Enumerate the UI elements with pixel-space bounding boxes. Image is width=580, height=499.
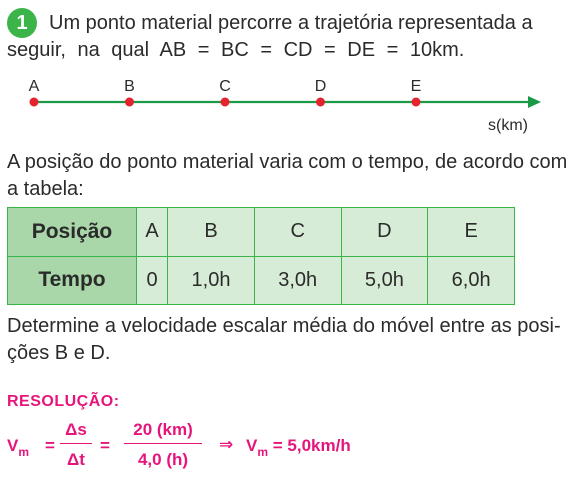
formula-fraction-bar-2 [124, 443, 202, 444]
formula-result [246, 436, 351, 459]
text2-line-2: a tabela: [7, 178, 84, 200]
trajectory-point-c [221, 98, 230, 107]
trajectory-point-d [316, 98, 325, 107]
problem-statement [7, 10, 575, 64]
table-cell: 6,0h [428, 256, 515, 305]
formula-dt: Δt [67, 450, 85, 469]
text3-line-2: ções B e D. [7, 342, 111, 364]
position-time-table [7, 207, 515, 305]
table-cell: B [168, 208, 255, 257]
table-cell: 5,0h [341, 256, 428, 305]
problem-number-badge: 1 [7, 8, 37, 38]
text-paragraph-3 [7, 313, 575, 367]
formula-equals-2: = [100, 436, 110, 455]
text2-line-1: A posição do ponto material varia com o tempo, de acordo com [7, 151, 568, 173]
result-v-subscript: m [257, 445, 269, 459]
statement-line-2: seguir, na qual AB = BC = CD = DE = 10km. [7, 39, 465, 61]
formula-ds: Δs [65, 420, 87, 439]
formula-vm [7, 436, 29, 459]
formula-implies-arrow: ⇒ [219, 435, 234, 454]
table-cell: 3,0h [254, 256, 341, 305]
trajectory-point-e [412, 98, 421, 107]
table-cell: E [428, 208, 515, 257]
table-cell: 0 [137, 256, 168, 305]
table-header-position: Posição [8, 208, 137, 257]
table-cell: D [341, 208, 428, 257]
text-paragraph-2 [7, 149, 575, 203]
trajectory-point-b [125, 98, 134, 107]
resolution-formula [0, 418, 580, 478]
formula-denominator: 4,0 (h) [137, 450, 189, 469]
trajectory-diagram [0, 72, 580, 134]
trajectory-axis-arrowhead [528, 96, 541, 108]
formula-numerator: 20 (km) [133, 420, 193, 439]
trajectory-point-label-e: E [410, 78, 422, 95]
text3-line-1: Determine a velocidade escalar média do móvel entre as posi- [7, 315, 561, 337]
trajectory-point-label-b: B [124, 78, 135, 95]
table-cell: 1,0h [168, 256, 255, 305]
resolution-title: RESOLUÇÃO: [7, 393, 120, 410]
table-row-position [8, 208, 515, 257]
table-header-time: Tempo [8, 256, 137, 305]
trajectory-point-label-c: C [219, 78, 231, 95]
formula-v: V [7, 436, 19, 455]
result-value: = 5,0km/h [272, 436, 351, 455]
formula-fraction-bar-1 [60, 443, 92, 444]
trajectory-axis-label: s(km) [488, 117, 528, 134]
formula-equals-1: = [45, 436, 55, 455]
trajectory-point-a [30, 98, 39, 107]
trajectory-point-label-a: A [28, 78, 40, 95]
formula-v-subscript: m [18, 445, 30, 459]
result-v: V [246, 436, 258, 455]
table-cell: A [137, 208, 168, 257]
table-cell: C [254, 208, 341, 257]
trajectory-point-label-d: D [314, 78, 327, 95]
statement-line-1: Um ponto material percorre a trajetória representada a [49, 12, 533, 34]
table-row-time [8, 256, 515, 305]
